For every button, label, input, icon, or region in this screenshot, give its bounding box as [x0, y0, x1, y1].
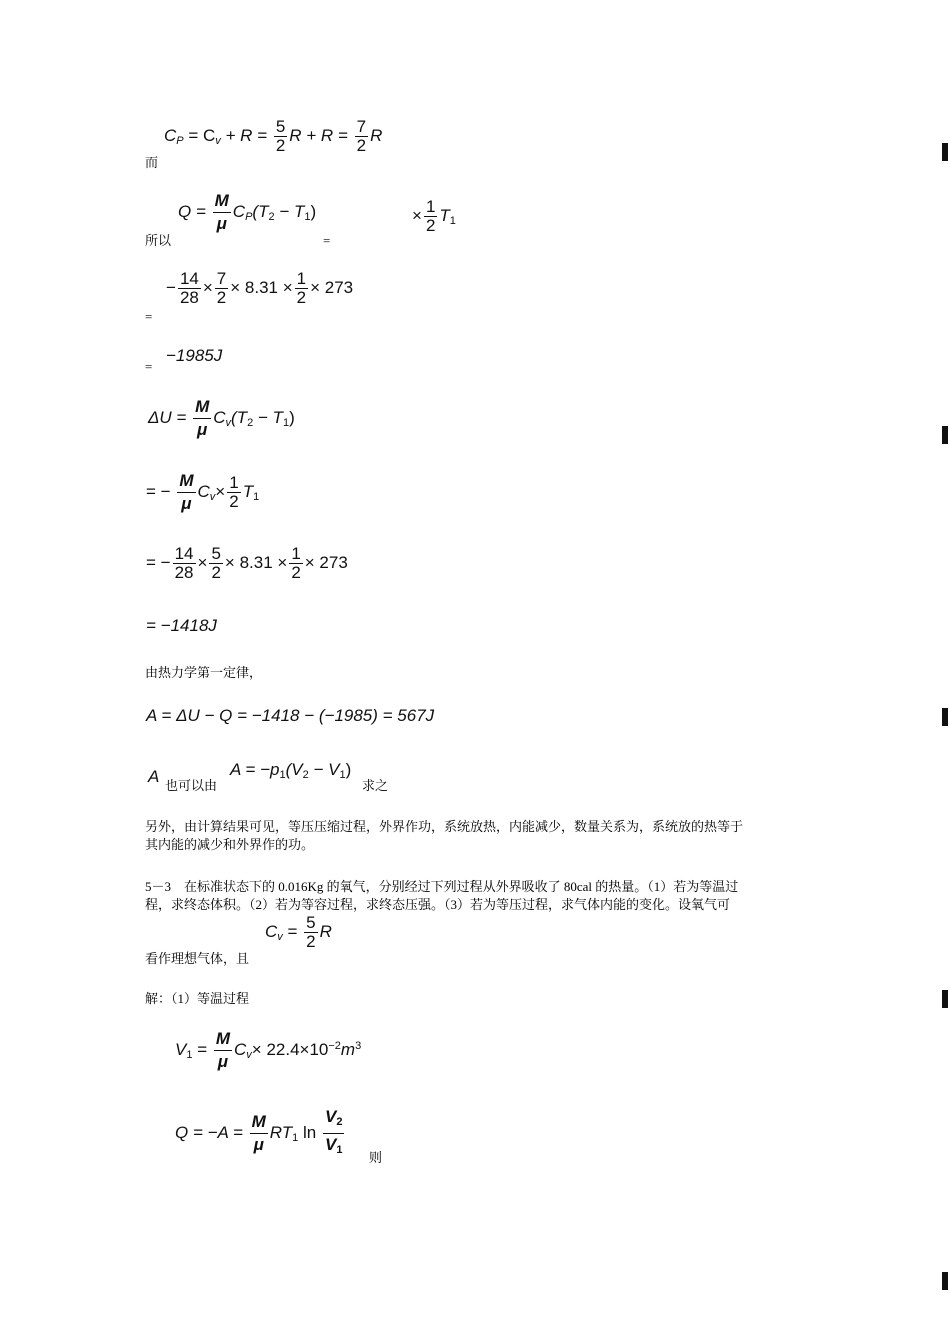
- cp-symbol: C: [164, 125, 177, 145]
- work-equation: A = ΔU − Q = −1418 − (−1985) = 567J: [146, 706, 435, 725]
- equals-sign: =: [282, 921, 303, 941]
- cp-equation: [164, 118, 382, 155]
- v-subscript: v: [225, 416, 232, 429]
- c-symbol: C: [213, 407, 226, 427]
- c-symbol: C: [197, 481, 210, 501]
- fraction-1-2: [289, 545, 302, 582]
- fraction-m-mu: [193, 396, 211, 441]
- q-equation: [178, 190, 316, 235]
- numerator: M: [177, 470, 195, 493]
- sub-1: 1: [449, 214, 456, 227]
- numerator: M: [213, 190, 231, 213]
- sub-1: 1: [336, 1144, 343, 1156]
- label-suoyi: 所以: [145, 233, 172, 248]
- alt-work-equation: [230, 760, 351, 781]
- denominator: [323, 1134, 344, 1161]
- result-du: = −1418J: [146, 616, 217, 635]
- denominator: 2: [291, 563, 301, 582]
- m-unit: m: [340, 1039, 356, 1059]
- result-q: −1985J: [166, 346, 223, 365]
- cp-subscript: P: [176, 134, 184, 147]
- denominator: 28: [179, 288, 199, 307]
- denominator: 2: [296, 288, 307, 307]
- v2-open: (V: [285, 760, 303, 779]
- times-sign: ×: [215, 481, 226, 501]
- fraction-m-mu: [213, 190, 231, 235]
- fraction-1-2: [295, 270, 308, 307]
- v1-equation: [175, 1028, 361, 1073]
- denominator: 2: [275, 136, 286, 155]
- equals-minus: = −: [146, 481, 171, 501]
- a-minus-p: A = −p: [230, 760, 280, 779]
- problem-line-2: 程，求终态体积。（2）若为等容过程，求终态压强。（3）若为等压过程，求气体内能的变化。设氧气可: [145, 897, 731, 912]
- du-numeric: [146, 545, 348, 582]
- numerator: M: [214, 1028, 232, 1051]
- v-subscript: v: [277, 930, 283, 943]
- denominator: 2: [216, 288, 227, 307]
- denominator: 2: [356, 136, 367, 155]
- minus-t1: − T: [274, 201, 305, 221]
- edge-mark: [942, 708, 948, 726]
- du-step: [146, 470, 259, 515]
- equals-sign: =: [192, 1039, 212, 1059]
- denominator: 2: [229, 492, 239, 511]
- q-minus-a: Q = −A =: [175, 1122, 248, 1142]
- cv-definition: [265, 914, 332, 951]
- sub-1: 1: [304, 210, 311, 223]
- first-law-text: 由热力学第一定律，: [145, 665, 263, 680]
- fraction-14-28: [178, 270, 201, 307]
- sub-1: 1: [186, 1048, 193, 1061]
- times-831: × 8.31 ×: [230, 277, 293, 297]
- fraction-m-mu: [177, 470, 195, 515]
- label-ze: 则: [369, 1150, 383, 1165]
- c-symbol: C: [234, 1039, 247, 1059]
- cv-subscript: v: [215, 134, 221, 147]
- numerator: 7: [216, 269, 227, 288]
- sub-1: 1: [292, 1131, 299, 1144]
- t-symbol: T: [242, 481, 254, 501]
- ln-symbol: ln: [303, 1122, 317, 1142]
- edge-mark: [942, 143, 948, 161]
- fraction-1-2: [227, 474, 240, 511]
- cp-eq-cv: = C: [183, 125, 216, 145]
- c-symbol: C: [265, 921, 278, 941]
- denominator: μ: [253, 1135, 264, 1154]
- numerator: 1: [229, 473, 239, 492]
- sub-1: 1: [282, 416, 290, 429]
- minus-v1: − V: [308, 760, 340, 779]
- times-224: × 22.4×10: [251, 1039, 329, 1059]
- problem-line-3: 看作理想气体，且: [145, 951, 250, 966]
- times-sign: ×: [197, 552, 208, 572]
- fraction-14-28: [173, 545, 196, 582]
- denominator: μ: [197, 420, 208, 439]
- r-symbol: R: [319, 921, 332, 941]
- denominator: μ: [181, 494, 192, 513]
- du-equation: [148, 396, 295, 441]
- exponent: −2: [328, 1039, 341, 1052]
- close-paren: ): [289, 407, 295, 427]
- numerator: 1: [296, 269, 307, 288]
- times-sign: ×: [202, 277, 213, 297]
- sub-2: 2: [302, 769, 309, 781]
- fraction-5-2: [274, 118, 287, 155]
- fraction-7-2: [215, 270, 228, 307]
- cp-plus-r: + R =: [220, 125, 272, 145]
- c-symbol: C: [232, 201, 246, 221]
- fraction-m-mu: [214, 1028, 232, 1073]
- close-paren: ): [310, 201, 317, 221]
- numerator: 14: [174, 544, 194, 563]
- numerator: [323, 1106, 344, 1134]
- sub-1: 1: [253, 490, 260, 503]
- fraction-m-mu: [250, 1111, 268, 1156]
- numerator: 14: [179, 269, 199, 288]
- sub-2: 2: [247, 416, 254, 429]
- fraction-v2-v1: [323, 1106, 344, 1161]
- v-subscript: v: [246, 1048, 252, 1061]
- sub-1: 1: [279, 769, 286, 781]
- denominator: 2: [425, 216, 436, 235]
- numerator: 1: [291, 544, 301, 563]
- also-can-text: 也可以由: [165, 778, 218, 793]
- equals-minus: = −: [146, 552, 171, 572]
- numerator: M: [193, 396, 211, 419]
- numerator: 5: [211, 544, 221, 563]
- label-equals: =: [145, 309, 153, 324]
- times-sign: ×: [412, 205, 422, 225]
- label-er: 而: [145, 155, 159, 170]
- fraction-1-2: [424, 198, 437, 235]
- exponent: 3: [355, 1039, 362, 1052]
- edge-mark: [942, 1272, 948, 1290]
- q2-equation: [175, 1106, 346, 1161]
- q-numeric: [166, 270, 353, 307]
- denominator: 2: [211, 563, 221, 582]
- numerator: 7: [356, 117, 367, 136]
- du-lhs: ΔU =: [148, 407, 192, 427]
- sub-1: 1: [339, 769, 346, 781]
- fraction-5-2: [209, 545, 222, 582]
- edge-mark: [942, 426, 948, 444]
- numerator: 5: [275, 117, 286, 136]
- times-831: × 8.31 ×: [224, 552, 288, 572]
- times-273: × 273: [304, 552, 348, 572]
- qiu-zhi-text: 求之: [362, 778, 389, 793]
- times-273: × 273: [310, 277, 354, 297]
- v-symbol: V: [324, 1135, 337, 1154]
- fraction-7-2: [355, 118, 368, 155]
- minus-sign: −: [166, 277, 176, 297]
- edge-mark: [942, 990, 948, 1008]
- numerator: 5: [306, 913, 316, 932]
- cp-r-plus-r: R + R =: [289, 125, 353, 145]
- label-equals: =: [145, 359, 153, 374]
- q-lhs: Q =: [178, 201, 211, 221]
- r-t: RT: [269, 1122, 293, 1142]
- sub-2: 2: [336, 1116, 343, 1128]
- denominator: 28: [174, 563, 194, 582]
- v-subscript: v: [209, 490, 216, 503]
- half-t1: [412, 198, 456, 235]
- v-symbol: V: [175, 1039, 187, 1059]
- minus-t1: − T: [253, 407, 283, 427]
- denominator: 2: [306, 932, 316, 951]
- label-equals: =: [323, 233, 331, 248]
- fraction-5-2: [304, 914, 317, 951]
- p-subscript: P: [245, 210, 253, 223]
- sub-2: 2: [268, 210, 275, 223]
- numerator: 1: [425, 197, 436, 216]
- numerator: M: [250, 1111, 268, 1134]
- close-paren: ): [345, 760, 352, 779]
- denominator: μ: [217, 1052, 229, 1071]
- problem-line-1: 5－3 在标准状态下的 0.016Kg 的氧气，分别经过下列过程从外界吸收了 80cal 的热量。（1）若为等温过: [145, 879, 739, 894]
- solution-heading: 解：（1）等温过程: [145, 991, 250, 1006]
- t2-open: (T: [231, 407, 248, 427]
- v-symbol: V: [324, 1107, 337, 1126]
- t-symbol: T: [439, 205, 450, 225]
- conclusion-line-2: 其内能的减少和外界作的功。: [145, 837, 315, 852]
- conclusion-line-1: 另外，由计算结果可见，等压压缩过程，外界作功，系统放热，内能减少，数量关系为，系统放的热等于: [145, 819, 744, 834]
- t2-open: (T: [252, 201, 269, 221]
- a-symbol: A: [148, 767, 160, 786]
- denominator: μ: [216, 214, 227, 233]
- r-symbol: R: [370, 125, 383, 145]
